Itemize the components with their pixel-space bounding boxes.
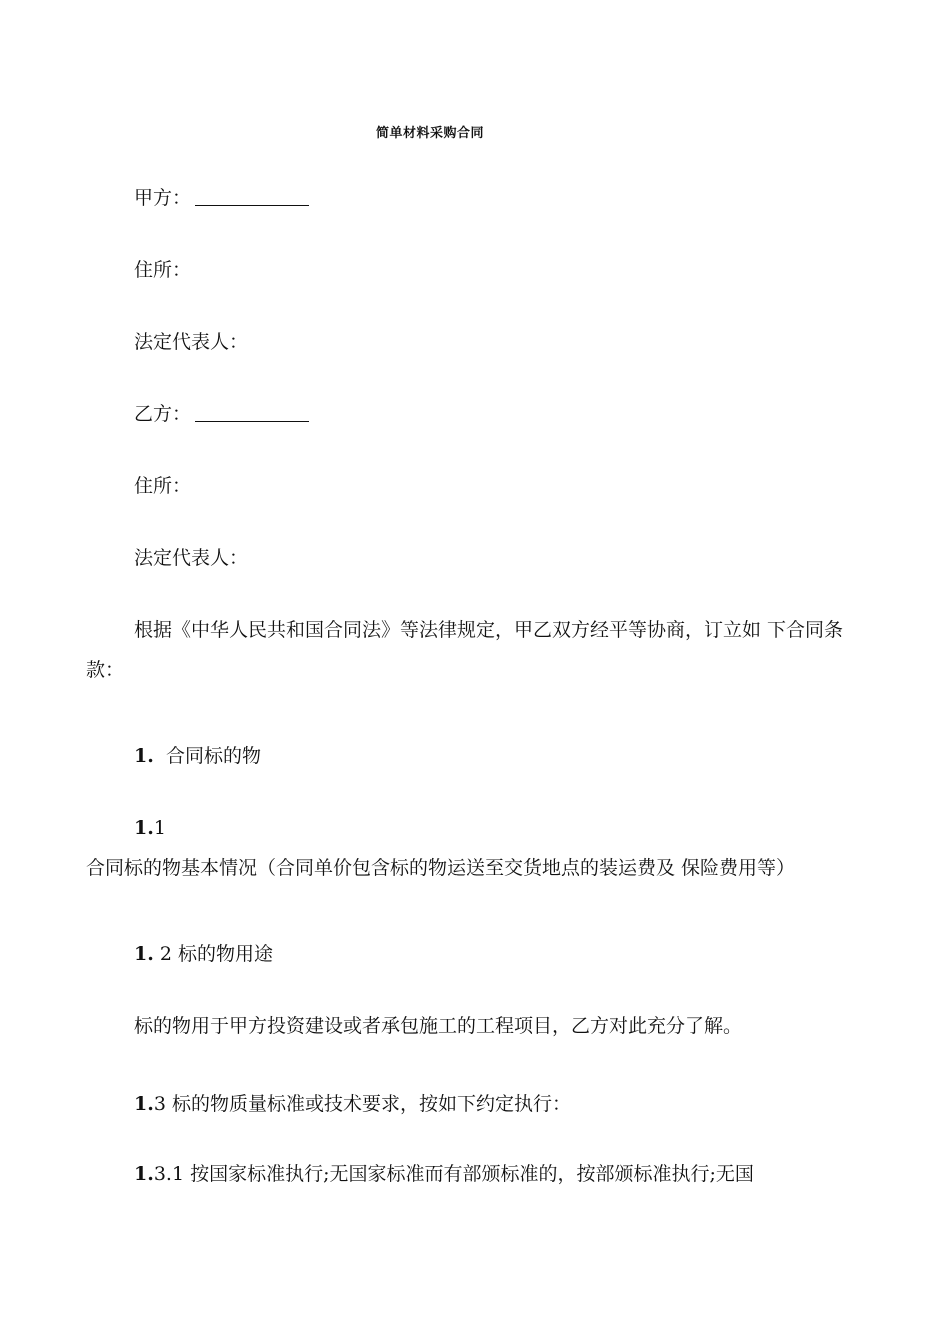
section-1-2-sub: 2	[153, 943, 172, 965]
section-1-2-number: 1.	[134, 943, 154, 965]
party-b-representative: 法定代表人：	[134, 547, 249, 569]
section-1-2-text: 标的物用途	[171, 943, 274, 965]
section-1-3-heading	[134, 1084, 571, 1124]
section-1-3-number: 1.	[134, 1093, 154, 1115]
preamble-paragraph: 根据《中华人民共和国合同法》等法律规定，甲乙双方经平等协商，订立如 下合同条款：	[86, 619, 844, 681]
section-1-3-1-number: 1.	[134, 1163, 154, 1185]
party-a-blank	[195, 185, 309, 206]
party-b-label: 乙方：	[134, 403, 192, 425]
document-title: 简单材料采购合同	[375, 126, 484, 141]
party-a-line	[134, 178, 309, 218]
section-1-number: 1.	[134, 745, 154, 767]
section-1-1-sub: 1	[153, 817, 166, 839]
section-1-3-1-sub: 3.1	[153, 1163, 185, 1185]
section-1-1-text: 合同标的物基本情况（合同单价包含标的物运送至交货地点的装运费及 保险费用等）	[86, 857, 796, 879]
section-1-1-paragraph	[86, 808, 876, 888]
section-1-heading	[134, 736, 261, 776]
section-1-3-1-line	[134, 1154, 754, 1194]
section-1-3-sub: 3	[153, 1093, 166, 1115]
section-1-3-1-text: 按国家标准执行;无国家标准而有部颁标准的，按部颁标准执行;无国	[184, 1163, 754, 1185]
section-1-2-body: 标的物用于甲方投资建设或者承包施工的工程项目，乙方对此充分了解。	[134, 1015, 743, 1037]
party-b-line	[134, 394, 309, 434]
party-b-address: 住所：	[134, 475, 192, 497]
party-a-address: 住所：	[134, 259, 192, 281]
section-1-text: 合同标的物	[165, 745, 261, 767]
party-b-blank	[195, 401, 309, 422]
party-a-label: 甲方：	[134, 187, 192, 209]
section-1-3-text: 标的物质量标准或技术要求，按如下约定执行：	[165, 1093, 571, 1115]
party-a-representative: 法定代表人：	[134, 331, 249, 353]
section-1-1-number: 1.	[134, 817, 154, 839]
section-1-2-heading	[134, 934, 273, 974]
